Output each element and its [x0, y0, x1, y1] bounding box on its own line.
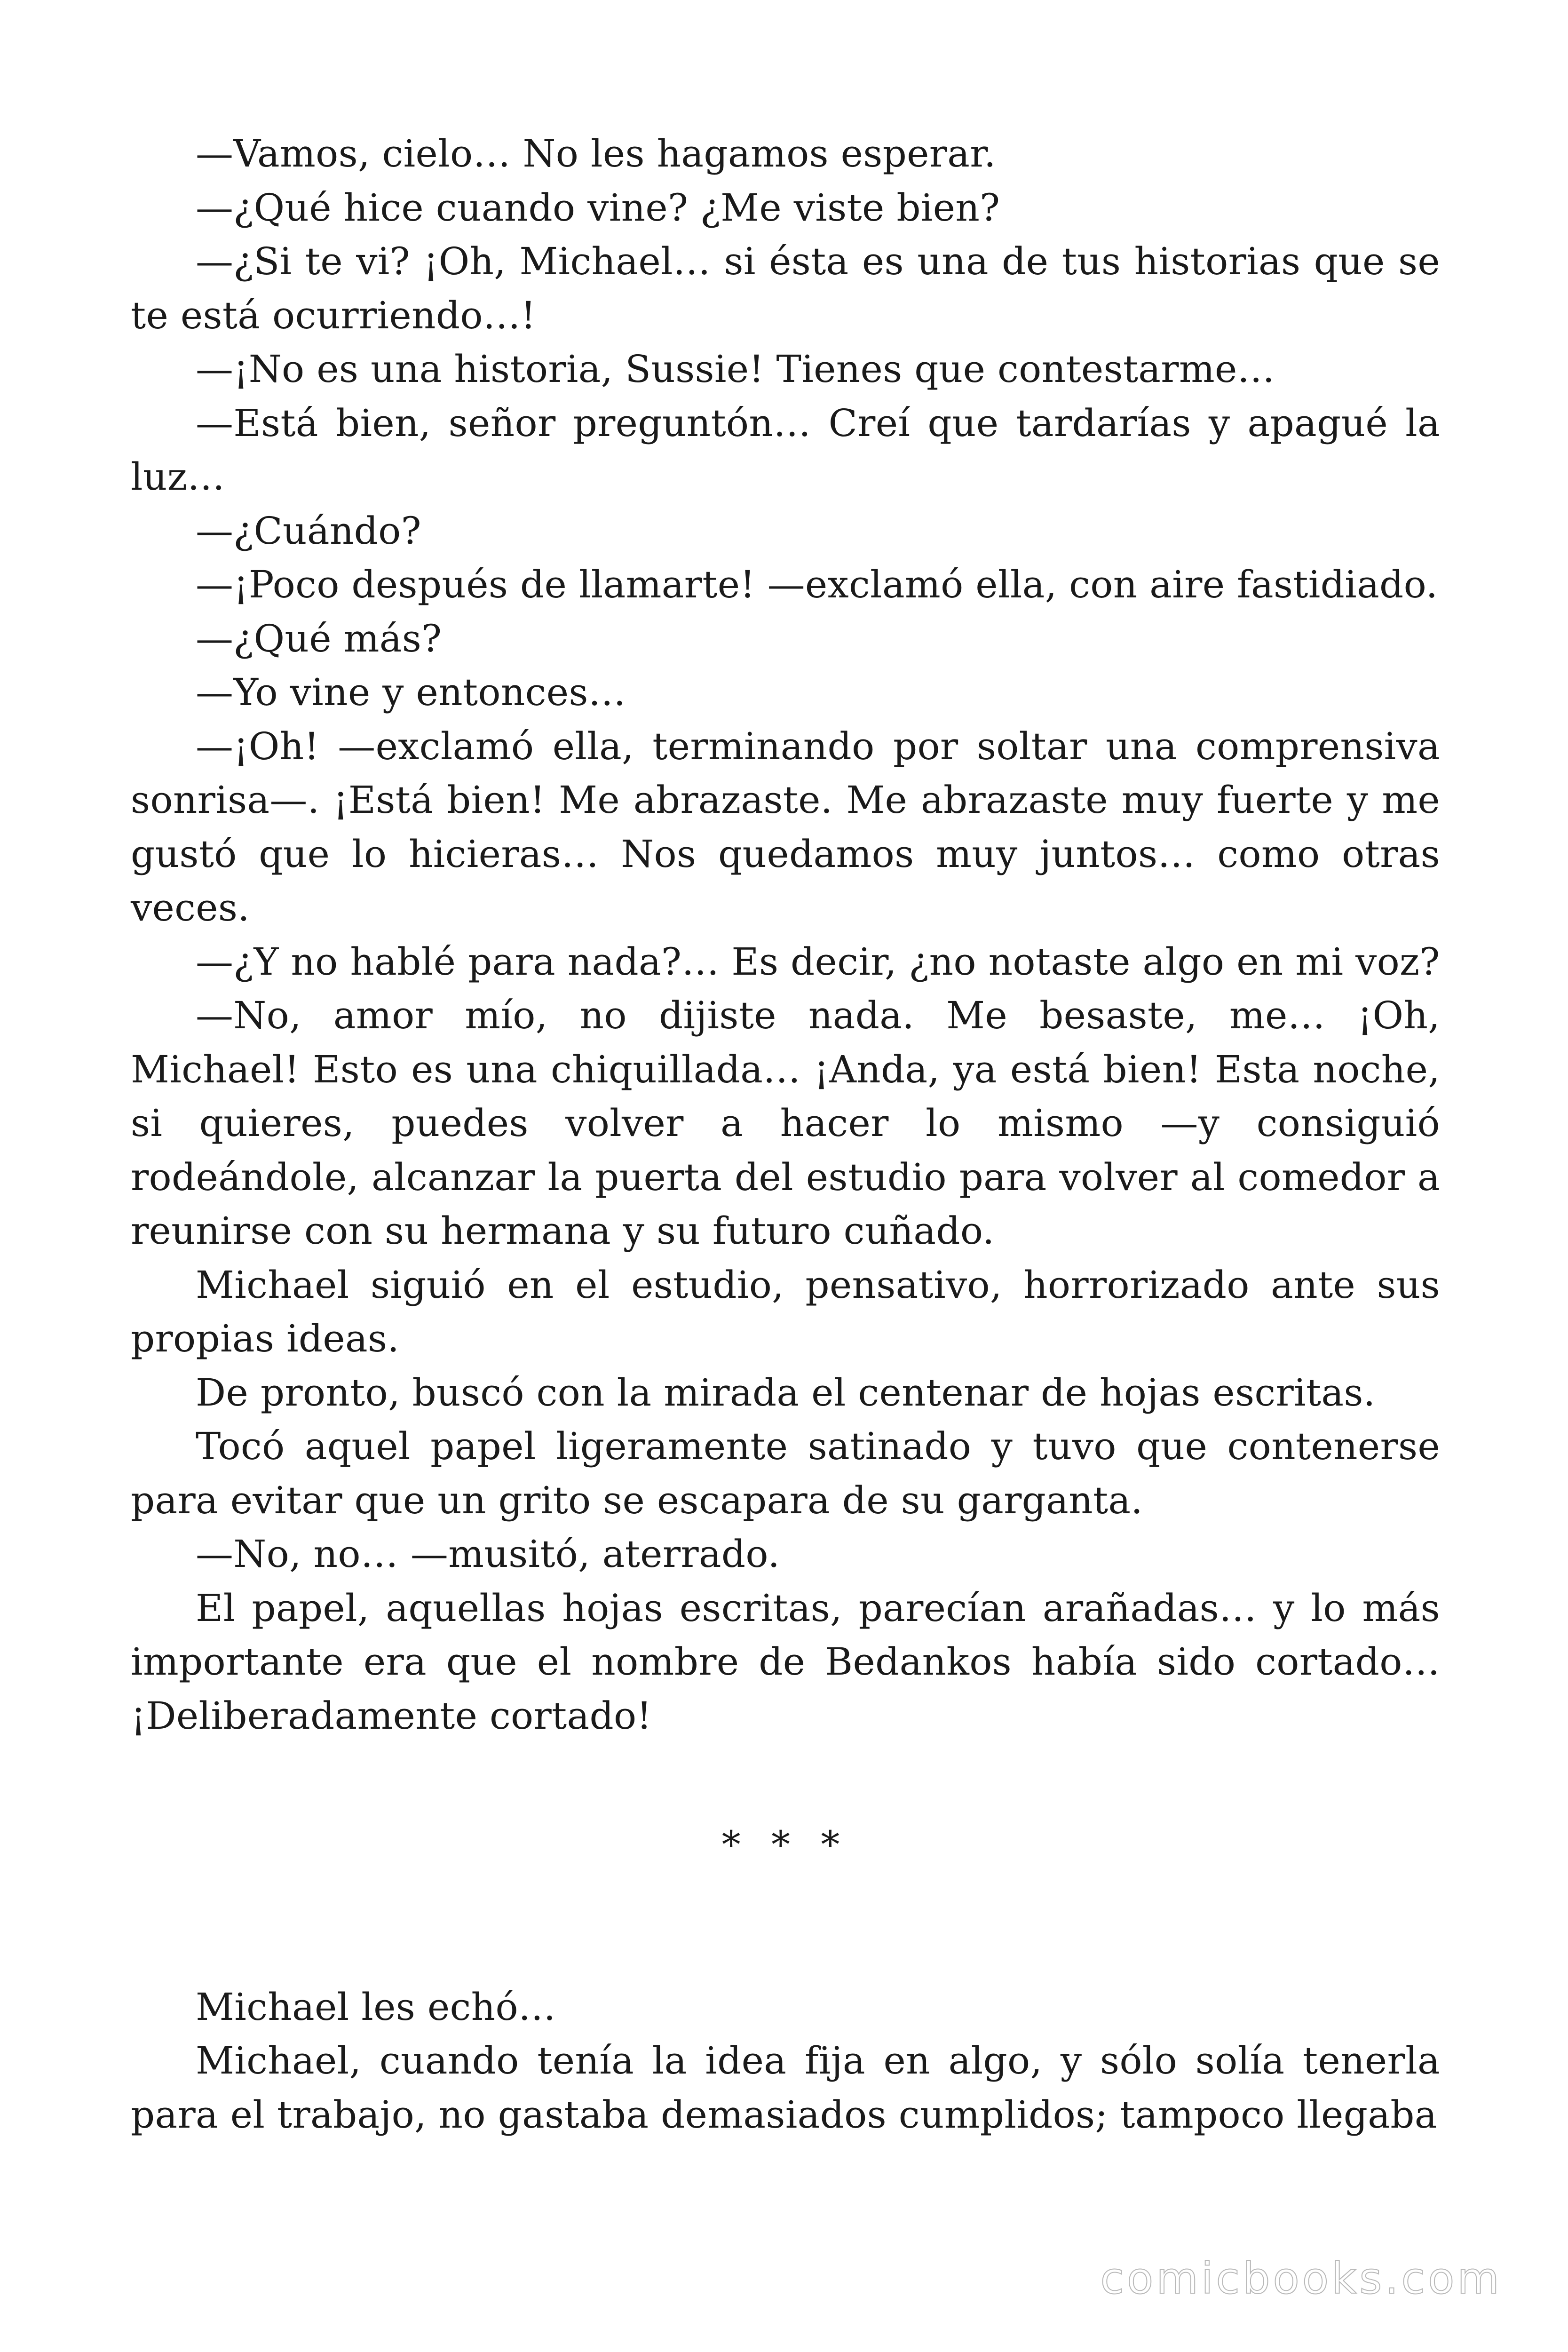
- paragraph: Michael, cuando tenía la idea fija en algo, y sólo solía tenerla para el trabajo, no gastaba demasiados cumplidos; tampoco llegaba: [131, 2039, 1440, 2137]
- paragraph: —¡No es una historia, Sussie! Tienes que contestarme…: [196, 347, 1275, 391]
- paragraph: —¿Cuándo?: [196, 509, 421, 553]
- paragraph: Tocó aquel papel ligeramente satinado y tuvo que contenerse para evitar que un grito se escapara de su garganta.: [131, 1424, 1440, 1522]
- page-body: [131, 127, 1440, 2142]
- paragraph: —¿Si te vi? ¡Oh, Michael… si ésta es una de tus historias que se te está ocurriendo…!: [131, 239, 1440, 337]
- paragraph: —¿Y no hablé para nada?… Es decir, ¿no notaste algo en mi voz?: [196, 939, 1440, 984]
- paragraph: —Vamos, cielo… No les hagamos esperar.: [196, 132, 996, 175]
- paragraph: —Yo vine y entonces…: [196, 670, 626, 714]
- paragraph: —¿Qué hice cuando vine? ¿Me viste bien?: [196, 185, 1000, 230]
- section-separator: * * *: [721, 1823, 849, 1867]
- text-block-after: [131, 1980, 1440, 2142]
- paragraph: El papel, aquellas hojas escritas, parecían arañadas… y lo más importante era que el nombre de Bedankos había sido cortado… ¡Deliberadamente cortado!: [131, 1586, 1440, 1738]
- paragraph: —Está bien, señor preguntón… Creí que tardarías y apagué la luz…: [131, 401, 1440, 499]
- watermark: comicbooks.com: [1100, 2253, 1502, 2304]
- text-block-before: [131, 127, 1440, 1743]
- paragraph: Michael siguió en el estudio, pensativo, horrorizado ante sus propias ideas.: [131, 1263, 1440, 1360]
- paragraph: —No, no… —musitó, aterrado.: [196, 1532, 780, 1576]
- paragraph: De pronto, buscó con la mirada el centenar de hojas escritas.: [196, 1370, 1376, 1414]
- paragraph: —No, amor mío, no dijiste nada. Me besaste, me… ¡Oh, Michael! Esto es una chiquillada… ¡Anda, ya está bien! Esta noche, si quieres, puedes volver a hacer lo mismo —y consiguió rodeándole, alcanzar la puerta del estudio para volver al comedor a reunirse con su hermana y su futuro cuñado.: [131, 993, 1440, 1253]
- paragraph: —¡Oh! —exclamó ella, terminando por soltar una comprensiva sonrisa—. ¡Está bien! Me abrazaste. Me abrazaste muy fuerte y me gustó que lo hicieras… Nos quedamos muy juntos… como otras veces.: [131, 724, 1440, 930]
- paragraph: —¡Poco después de llamarte! —exclamó ella, con aire fastidiado.: [196, 563, 1438, 606]
- paragraph: Michael les echó…: [196, 1985, 556, 2029]
- paragraph: —¿Qué más?: [196, 616, 442, 660]
